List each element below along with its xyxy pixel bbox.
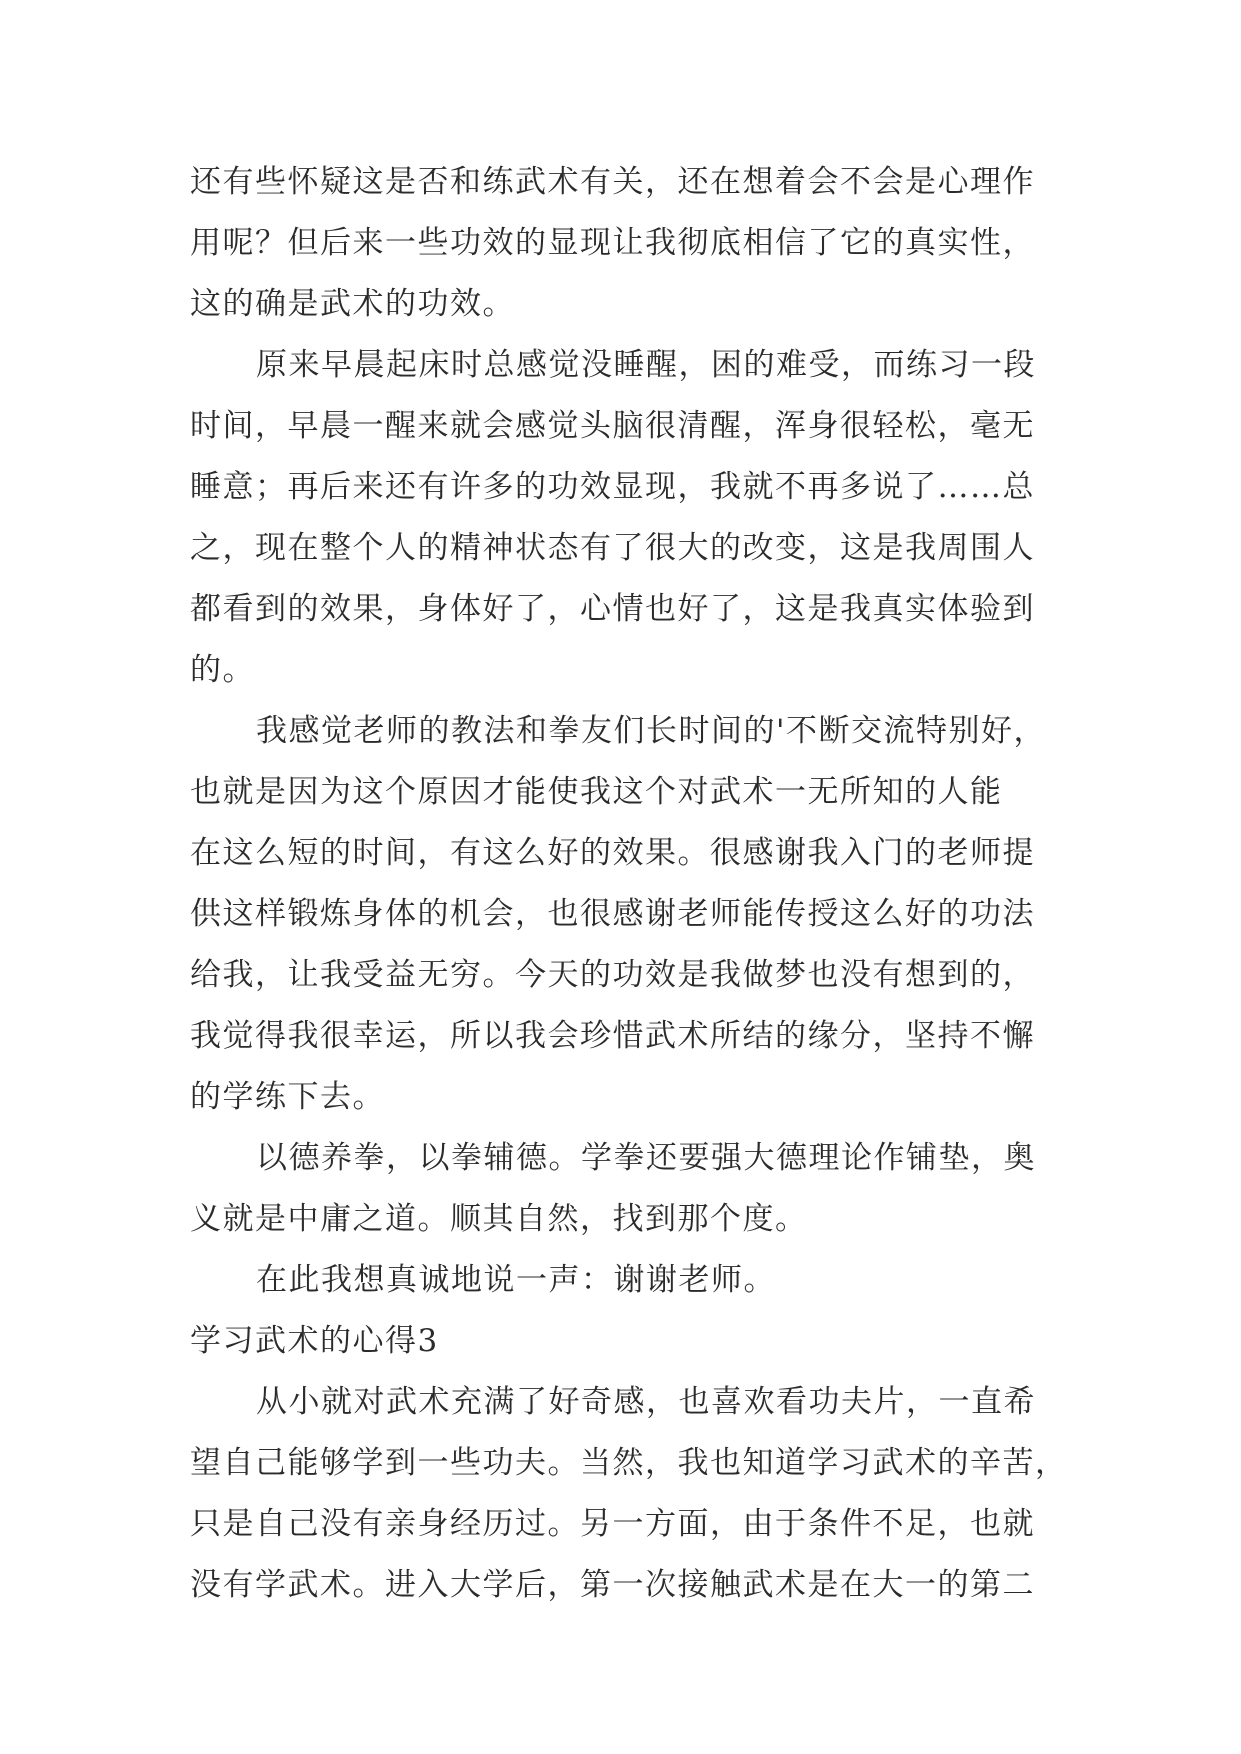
text-line: 的。 [190, 652, 255, 688]
text-line: 没有学武术。进入大学后，第一次接触武术是在大一的第二 [190, 1567, 1035, 1603]
text-line: 之，现在整个人的精神状态有了很大的改变，这是我周围人 [190, 530, 1035, 566]
text-line: 这的确是武术的功效。 [190, 286, 515, 322]
text-line: 望自己能够学到一些功夫。当然，我也知道学习武术的辛苦， [190, 1445, 1068, 1481]
text-line: 用呢？但后来一些功效的显现让我彻底相信了它的真实性， [190, 225, 1035, 261]
text-line: 供这样锻炼身体的机会，也很感谢老师能传授这么好的功法 [190, 896, 1035, 932]
text-line: 在此我想真诚地说一声：谢谢老师。 [256, 1262, 776, 1298]
text-line: 都看到的效果，身体好了，心情也好了，这是我真实体验到 [190, 591, 1035, 627]
text-line: 也就是因为这个原因才能使我这个对武术一无所知的人能 [190, 774, 1003, 810]
text-line: 义就是中庸之道。顺其自然，找到那个度。 [190, 1201, 808, 1237]
text-line: 从小就对武术充满了好奇感，也喜欢看功夫片，一直希 [256, 1384, 1036, 1420]
text-line: 我感觉老师的教法和拳友们长时间的'不断交流特别好， [256, 713, 1047, 749]
document-body [190, 152, 1068, 1616]
text-line: 给我，让我受益无穷。今天的功效是我做梦也没有想到的， [190, 957, 1035, 993]
text-line: 我觉得我很幸运，所以我会珍惜武术所结的缘分，坚持不懈 [190, 1018, 1035, 1054]
text-line: 还有些怀疑这是否和练武术有关，还在想着会不会是心理作 [190, 164, 1035, 200]
section-heading: 学习武术的心得3 [190, 1323, 439, 1359]
text-line: 只是自己没有亲身经历过。另一方面，由于条件不足，也就 [190, 1506, 1035, 1542]
text-line: 以德养拳，以拳辅德。学拳还要强大德理论作铺垫，奥 [256, 1140, 1036, 1176]
text-line: 睡意；再后来还有许多的功效显现，我就不再多说了……总 [190, 469, 1035, 505]
text-line: 原来早晨起床时总感觉没睡醒，困的难受，而练习一段 [256, 347, 1036, 383]
text-line: 在这么短的时间，有这么好的效果。很感谢我入门的老师提 [190, 835, 1035, 871]
text-line: 的学练下去。 [190, 1079, 385, 1115]
text-line: 时间，早晨一醒来就会感觉头脑很清醒，浑身很轻松，毫无 [190, 408, 1035, 444]
